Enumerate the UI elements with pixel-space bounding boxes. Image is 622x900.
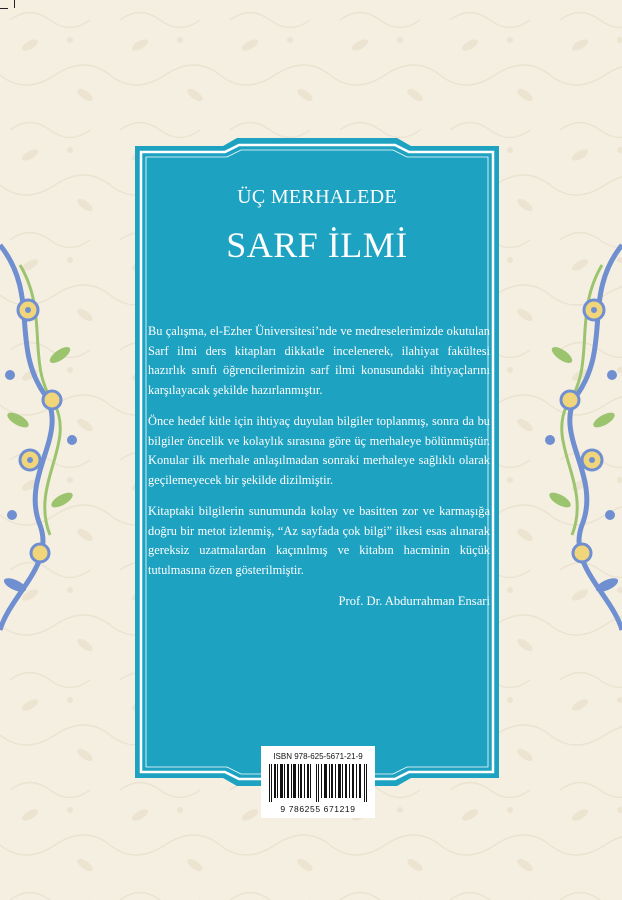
back-cover-blurb [148,322,490,592]
blurb-paragraph: Bu çalışma, el-Ezher Üniversitesi’nde ve medreselerimizde okutulan Sarf ilmi ders kitapları dikkatle incelenerek, ilahiyat fakültesi hazırlık sınıfı öğrencilerimizin sarf ilmi konusundaki ihtiyaçlarını karşılayacak şekilde hazırlanmıştır. [148,324,490,397]
right-floral-ornament [532,235,622,635]
subtitle: ÜÇ MERHALEDE [237,186,397,208]
isbn-barcode [261,746,375,818]
blurb-paragraph: Önce hedef kitle için ihtiyaç duyulan bilgiler toplanmış, sonra da bu bilgiler öncelik ve kolaylık sırasına göre üç merhaleye bölünmüştür. Konular ilk merhale anlaşılmadan sonraki merhaleye sağlıklı olarak geçilemeyecek bir şekilde dizilmiştir. [148,414,490,487]
blurb-paragraph: Kitaptaki bilgilerin sunumunda kolay ve basitten zor ve karmaşığa doğru bir metot izlenmiş, “Az sayfada çok bilgi” ilkesi esas alınarak gereksiz uzatmalardan kaçınılmış ve kitabın hacminin küçük tutulmasına özen gösterilmiştir. [148,504,490,577]
left-floral-ornament [0,235,90,635]
barcode-digits: 9 786255 671219 [280,804,356,814]
isbn-number: ISBN 978-625-5671-21-9 [273,752,363,761]
author-name: Prof. Dr. Abdurrahman Ensari [338,594,490,608]
barcode-bars [269,764,367,802]
book-title: SARF İLMİ [226,225,408,265]
